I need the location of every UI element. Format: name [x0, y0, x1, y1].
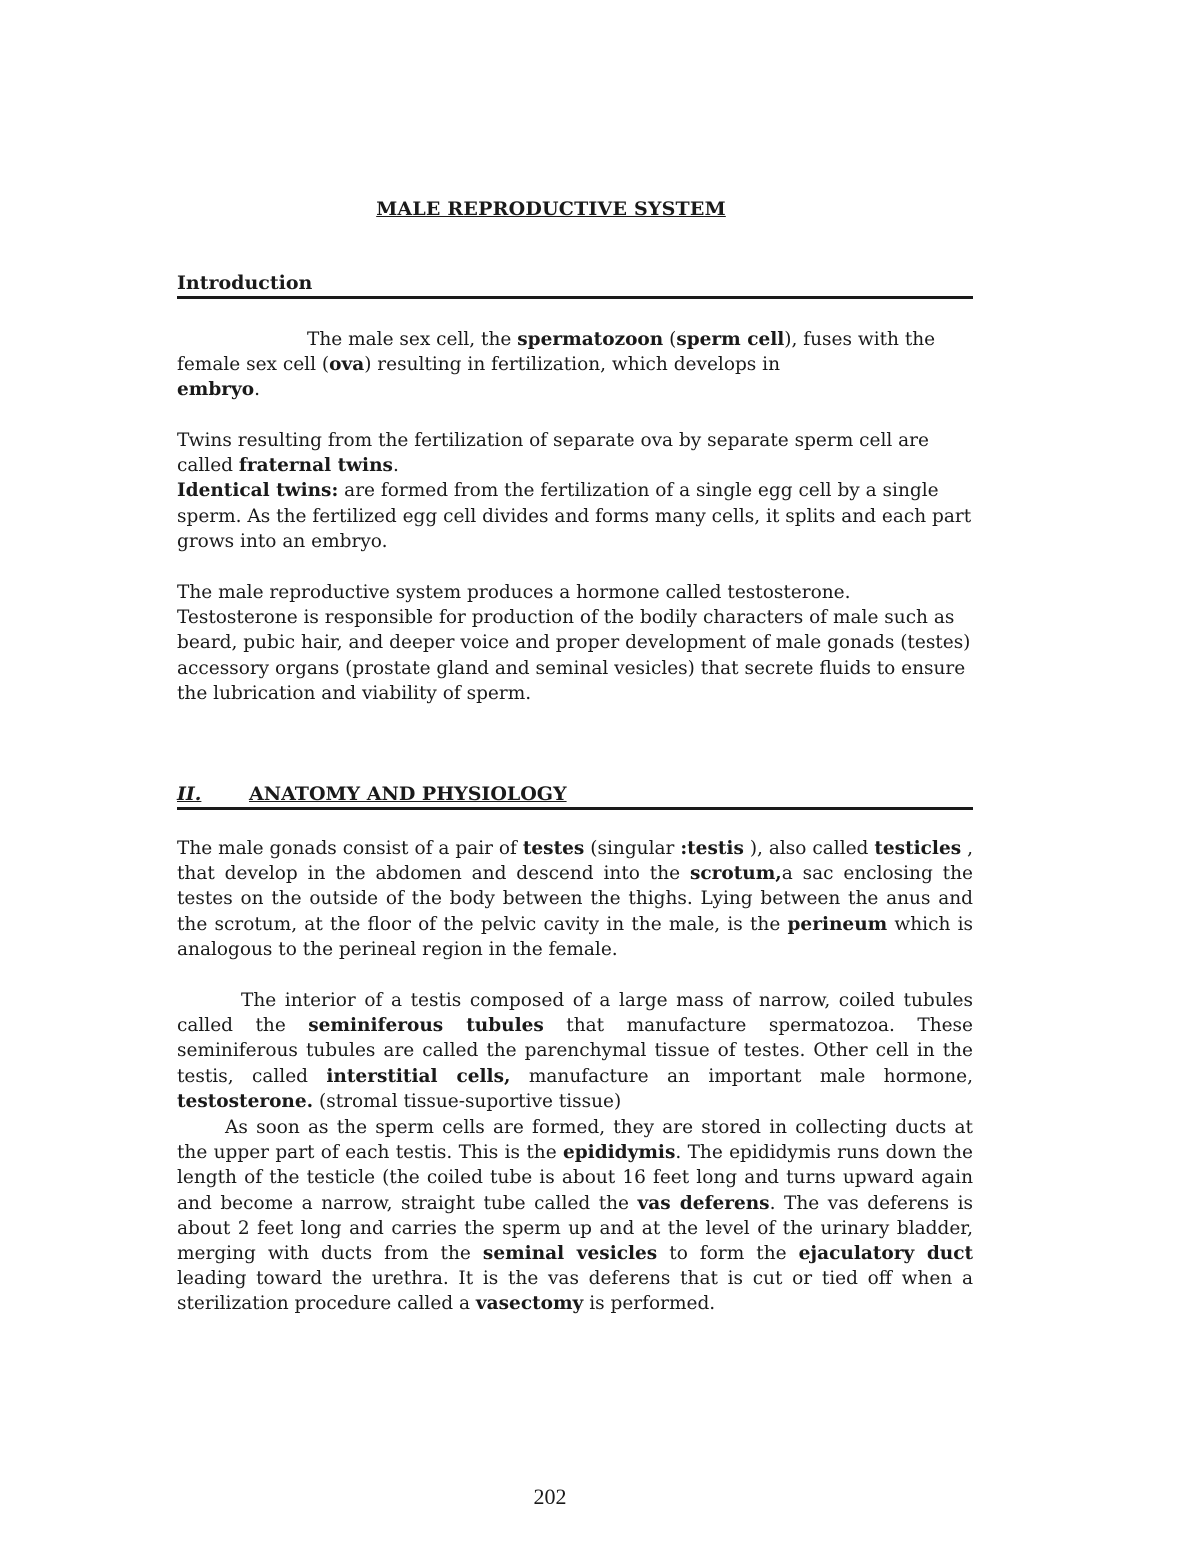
term-interstitial-cells: interstitial cells, — [326, 1065, 511, 1087]
term-identical-twins: Identical twins: — [177, 480, 339, 502]
term-scrotum: scrotum, — [689, 863, 782, 885]
term-testes: testes — [522, 838, 585, 859]
term-sperm-cell: sperm cell — [676, 329, 785, 350]
term-embryo: embryo — [177, 379, 255, 401]
term-perineum: perineum — [787, 913, 888, 935]
term-seminal-vesicles: seminal vesicles — [482, 1243, 658, 1265]
section-number: II. — [177, 783, 202, 805]
page-title: MALE REPRODUCTIVE SYSTEM — [376, 198, 726, 220]
anatomy-paragraph-2: The interior of a testis composed of a large mass of narrow, coiled tubules called the seminiferous tubules that manufacture spermatozoa. These seminiferous tubules are called the parenchymal tissue of testes. Other cell in the testis, called interstitial cells, manufacture an important male hormone, testosterone. (stromal tissue-suportive tissue) — [177, 990, 974, 1112]
anatomy-heading — [177, 783, 973, 810]
intro-paragraph-1: The male sex cell, the spermatozoon (sperm cell), fuses with the female sex cell (ova) resulting in fertilization, which develops in embryo. — [177, 329, 936, 401]
term-ova: ova — [329, 354, 365, 376]
term-ejaculatory-duct: ejaculatory duct — [798, 1243, 974, 1265]
page-number: 202 — [533, 1484, 567, 1509]
introduction-heading — [177, 272, 973, 299]
term-fraternal-twins: fraternal twins — [238, 455, 393, 477]
term-testicles: testicles — [874, 838, 962, 859]
introduction-heading-text: Introduction — [177, 272, 313, 294]
term-seminiferous-tubules: seminiferous tubules — [308, 1015, 544, 1037]
term-vasectomy: vasectomy — [475, 1293, 584, 1315]
term-testosterone: testosterone. — [177, 1090, 314, 1112]
anatomy-paragraph-3: As soon as the sperm cells are formed, they are stored in collecting ducts at the upper part of each testis. This is the epididymis. The epididymis runs down the length of the testicle (the coiled tube is about 16 feet long and turns upward again and become a narrow, straight tube called the vas deferens. The vas deferens is about 2 feet long and carries the sperm up and at the level of the urinary bladder, merging with ducts from the seminal vesicles to form the ejaculatory duct leading toward the urethra. It is the vas deferens that is cut or tied off when a sterilization procedure called a vasectomy is performed. — [177, 1117, 974, 1315]
term-spermatozoon: spermatozoon — [517, 329, 664, 350]
anatomy-paragraph-1: The male gonads consist of a pair of testes (singular :testis ), also called testicles , that develop in the abdomen and descend into the scrotum,a sac enclosing the testes on the outside of the body between the thighs. Lying between the anus and the scrotum, at the floor of the pelvic cavity in the male, is the perineum which is analogous to the perineal region in the female. — [177, 838, 973, 960]
term-testis: :testis — [680, 838, 744, 859]
term-vas-deferens: vas deferens — [637, 1192, 770, 1214]
intro-paragraph-3: The male reproductive system produces a hormone called testosterone. Testosterone is responsible for production of the bodily characters of male such as beard, pubic hair, and deeper voice and proper development of male gonads (testes) accessory organs (prostate gland and seminal vesicles) that secrete fluids to ensure the lubrication and viability of sperm. — [177, 582, 971, 704]
intro-paragraph-2: Twins resulting from the fertilization of separate ova by separate sperm cell are called fraternal twins. Identical twins: are formed from the fertilization of a single egg cell by a single sperm. As the fertilized egg cell divides and forms many cells, it splits and each part grows into an embryo. — [177, 430, 972, 552]
anatomy-heading-text: ANATOMY AND PHYSIOLOGY — [249, 783, 567, 805]
term-epididymis: epididymis — [562, 1142, 676, 1164]
